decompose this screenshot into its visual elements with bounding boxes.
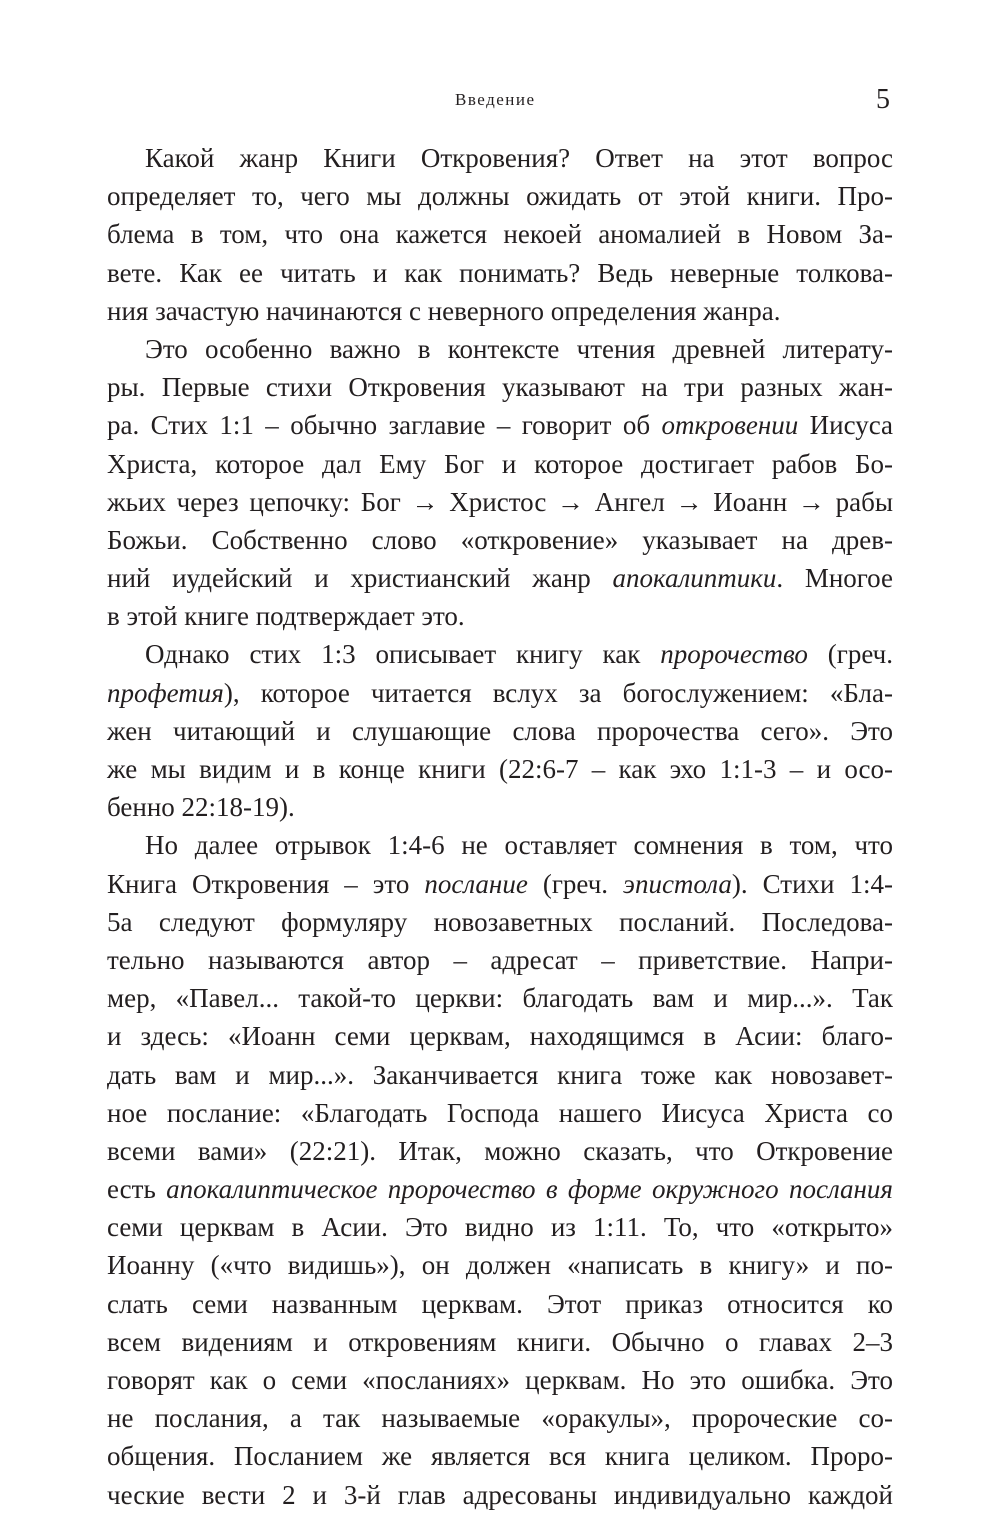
text-line: [107, 903, 893, 941]
text-line: [107, 483, 893, 521]
text-line: [107, 750, 893, 788]
text-segment: Однако стих 1:3 описывает книгу как: [145, 639, 661, 670]
italic-term: апокалиптическое пророчество в форме окружного послания: [166, 1174, 893, 1205]
text-segment: бенно 22:18-19).: [107, 792, 295, 823]
paragraph: [107, 330, 893, 636]
text-segment: жен читающий и слушающие слова пророчества сего». Это: [107, 715, 893, 746]
text-line: [107, 1476, 893, 1514]
text-line: [107, 177, 893, 215]
text-line: [107, 254, 893, 292]
italic-term: пророчество: [660, 639, 808, 670]
italic-term: откровении: [661, 410, 799, 441]
text-segment: в этой книге подтверждает это.: [107, 601, 465, 632]
page-number: 5: [876, 84, 890, 115]
text-line: [107, 1361, 893, 1399]
running-head: Введение: [455, 90, 536, 109]
text-segment: ), которое читается вслух за богослужением: «Бла-: [223, 677, 893, 708]
text-line: [107, 1437, 893, 1475]
text-line: [145, 635, 893, 673]
text-segment: говорят как о семи «посланиях» церквам. Но это ошибка. Это: [107, 1365, 893, 1395]
text-segment: семи церквам в Асии. Это видно из 1:11. То, что «открыто»: [107, 1212, 893, 1243]
text-line: [107, 1170, 893, 1208]
text-line: [107, 597, 893, 635]
text-segment: мер, «Павел... такой-то церкви: благодать вам и мир...». Так: [107, 983, 893, 1014]
text-segment: слать семи названным церквам. Этот приказ относится ко: [107, 1288, 893, 1319]
text-segment: дать вам и мир...». Заканчивается книга тоже как новозавет-: [107, 1059, 893, 1090]
text-segment: всеми вами» (22:21). Итак, можно сказать, что Откровение: [107, 1135, 893, 1166]
text-line: [107, 445, 893, 483]
text-line: [107, 865, 893, 903]
text-line: [107, 1056, 893, 1094]
text-line: [107, 1132, 893, 1170]
paragraph: [107, 635, 893, 826]
text-line: [145, 826, 893, 864]
text-segment: ное послание: «Благодать Господа нашего Иисуса Христа со: [107, 1097, 893, 1128]
text-segment: Какой жанр Книги Откровения? Ответ на этот вопрос: [145, 143, 893, 173]
text-segment: не послания, а так называемые «оракулы», пророческие со-: [107, 1403, 893, 1434]
text-segment: блема в том, что она кажется некоей аномалией в Новом За-: [107, 219, 893, 250]
text-line: [107, 1246, 893, 1284]
text-segment: ). Стихи 1:4-: [731, 868, 893, 899]
text-line: [107, 979, 893, 1017]
text-line: [107, 1399, 893, 1437]
text-line: [107, 292, 893, 330]
paragraph: [107, 826, 893, 1513]
text-segment: ний иудейский и христианский жанр: [107, 563, 613, 594]
text-line: [107, 1208, 893, 1246]
text-line: [107, 1017, 893, 1055]
text-segment: всем видениям и откровениям книги. Обычно о главах 2–3: [107, 1326, 893, 1357]
italic-term: эпистола: [623, 868, 732, 899]
text-line: [145, 330, 893, 368]
text-segment: вете. Как ее читать и как понимать? Ведь неверные толкова-: [107, 257, 893, 288]
text-line: [107, 368, 893, 406]
text-segment: Это особенно важно в контексте чтения древней литерату-: [145, 333, 893, 364]
text-segment: ра. Стих 1:1 – обычно заглавие – говорит об: [107, 410, 662, 441]
text-segment: Христа, которое дал Ему Бог и которое достигает рабов Бо-: [107, 448, 893, 479]
text-line: [107, 1285, 893, 1323]
italic-term: апокалиптики: [612, 563, 777, 594]
text-segment: (греч.: [807, 639, 893, 670]
text-segment: жьих через цепочку: Бог → Христос → Ангел → Иоанн → рабы: [107, 486, 893, 517]
text-line: [107, 1094, 893, 1132]
text-segment: (греч.: [527, 868, 624, 899]
text-line: [107, 215, 893, 253]
body-text: [107, 139, 893, 1514]
text-segment: . Многое: [776, 563, 893, 594]
italic-term: послание: [424, 868, 528, 899]
text-segment: же мы видим и в конце книги (22:6-7 – как эхо 1:1-3 – и осо-: [107, 754, 893, 784]
text-line: [107, 1323, 893, 1361]
text-segment: Божьи. Собственно слово «откровение» указывает на древ-: [107, 524, 893, 555]
text-line: [107, 406, 893, 444]
text-segment: есть: [107, 1174, 167, 1205]
text-segment: ры. Первые стихи Откровения указывают на три разных жан-: [107, 372, 893, 403]
text-line: [107, 521, 893, 559]
text-segment: Иоанну («что видишь»), он должен «написать в книгу» и по-: [107, 1250, 893, 1281]
text-segment: определяет то, чего мы должны ожидать от этой книги. Про-: [107, 181, 893, 212]
text-line: [107, 941, 893, 979]
text-line: [107, 559, 893, 597]
text-segment: ческие вести 2 и 3-й глав адресованы индивидуально каждой: [107, 1479, 893, 1510]
text-segment: 5а следуют формуляру новозаветных посланий. Последова-: [107, 906, 893, 937]
text-segment: и здесь: «Иоанн семи церквам, находящимся в Асии: благо-: [107, 1021, 893, 1052]
text-segment: общения. Посланием же является вся книга целиком. Проро-: [107, 1441, 893, 1472]
text-segment: Книга Откровения – это: [107, 868, 425, 899]
italic-term: профетия: [107, 677, 224, 708]
text-segment: Но далее отрывок 1:4-6 не оставляет сомнения в том, что: [145, 830, 893, 861]
text-segment: тельно называются автор – адресат – приветствие. Напри-: [107, 944, 893, 975]
text-line: [107, 674, 893, 712]
paragraph: [107, 139, 893, 330]
text-line: [107, 788, 893, 826]
text-line: [107, 712, 893, 750]
text-line: [145, 139, 893, 177]
text-segment: Иисуса: [798, 410, 893, 441]
text-segment: ния зачастую начинаются с неверного определения жанра.: [107, 295, 781, 326]
